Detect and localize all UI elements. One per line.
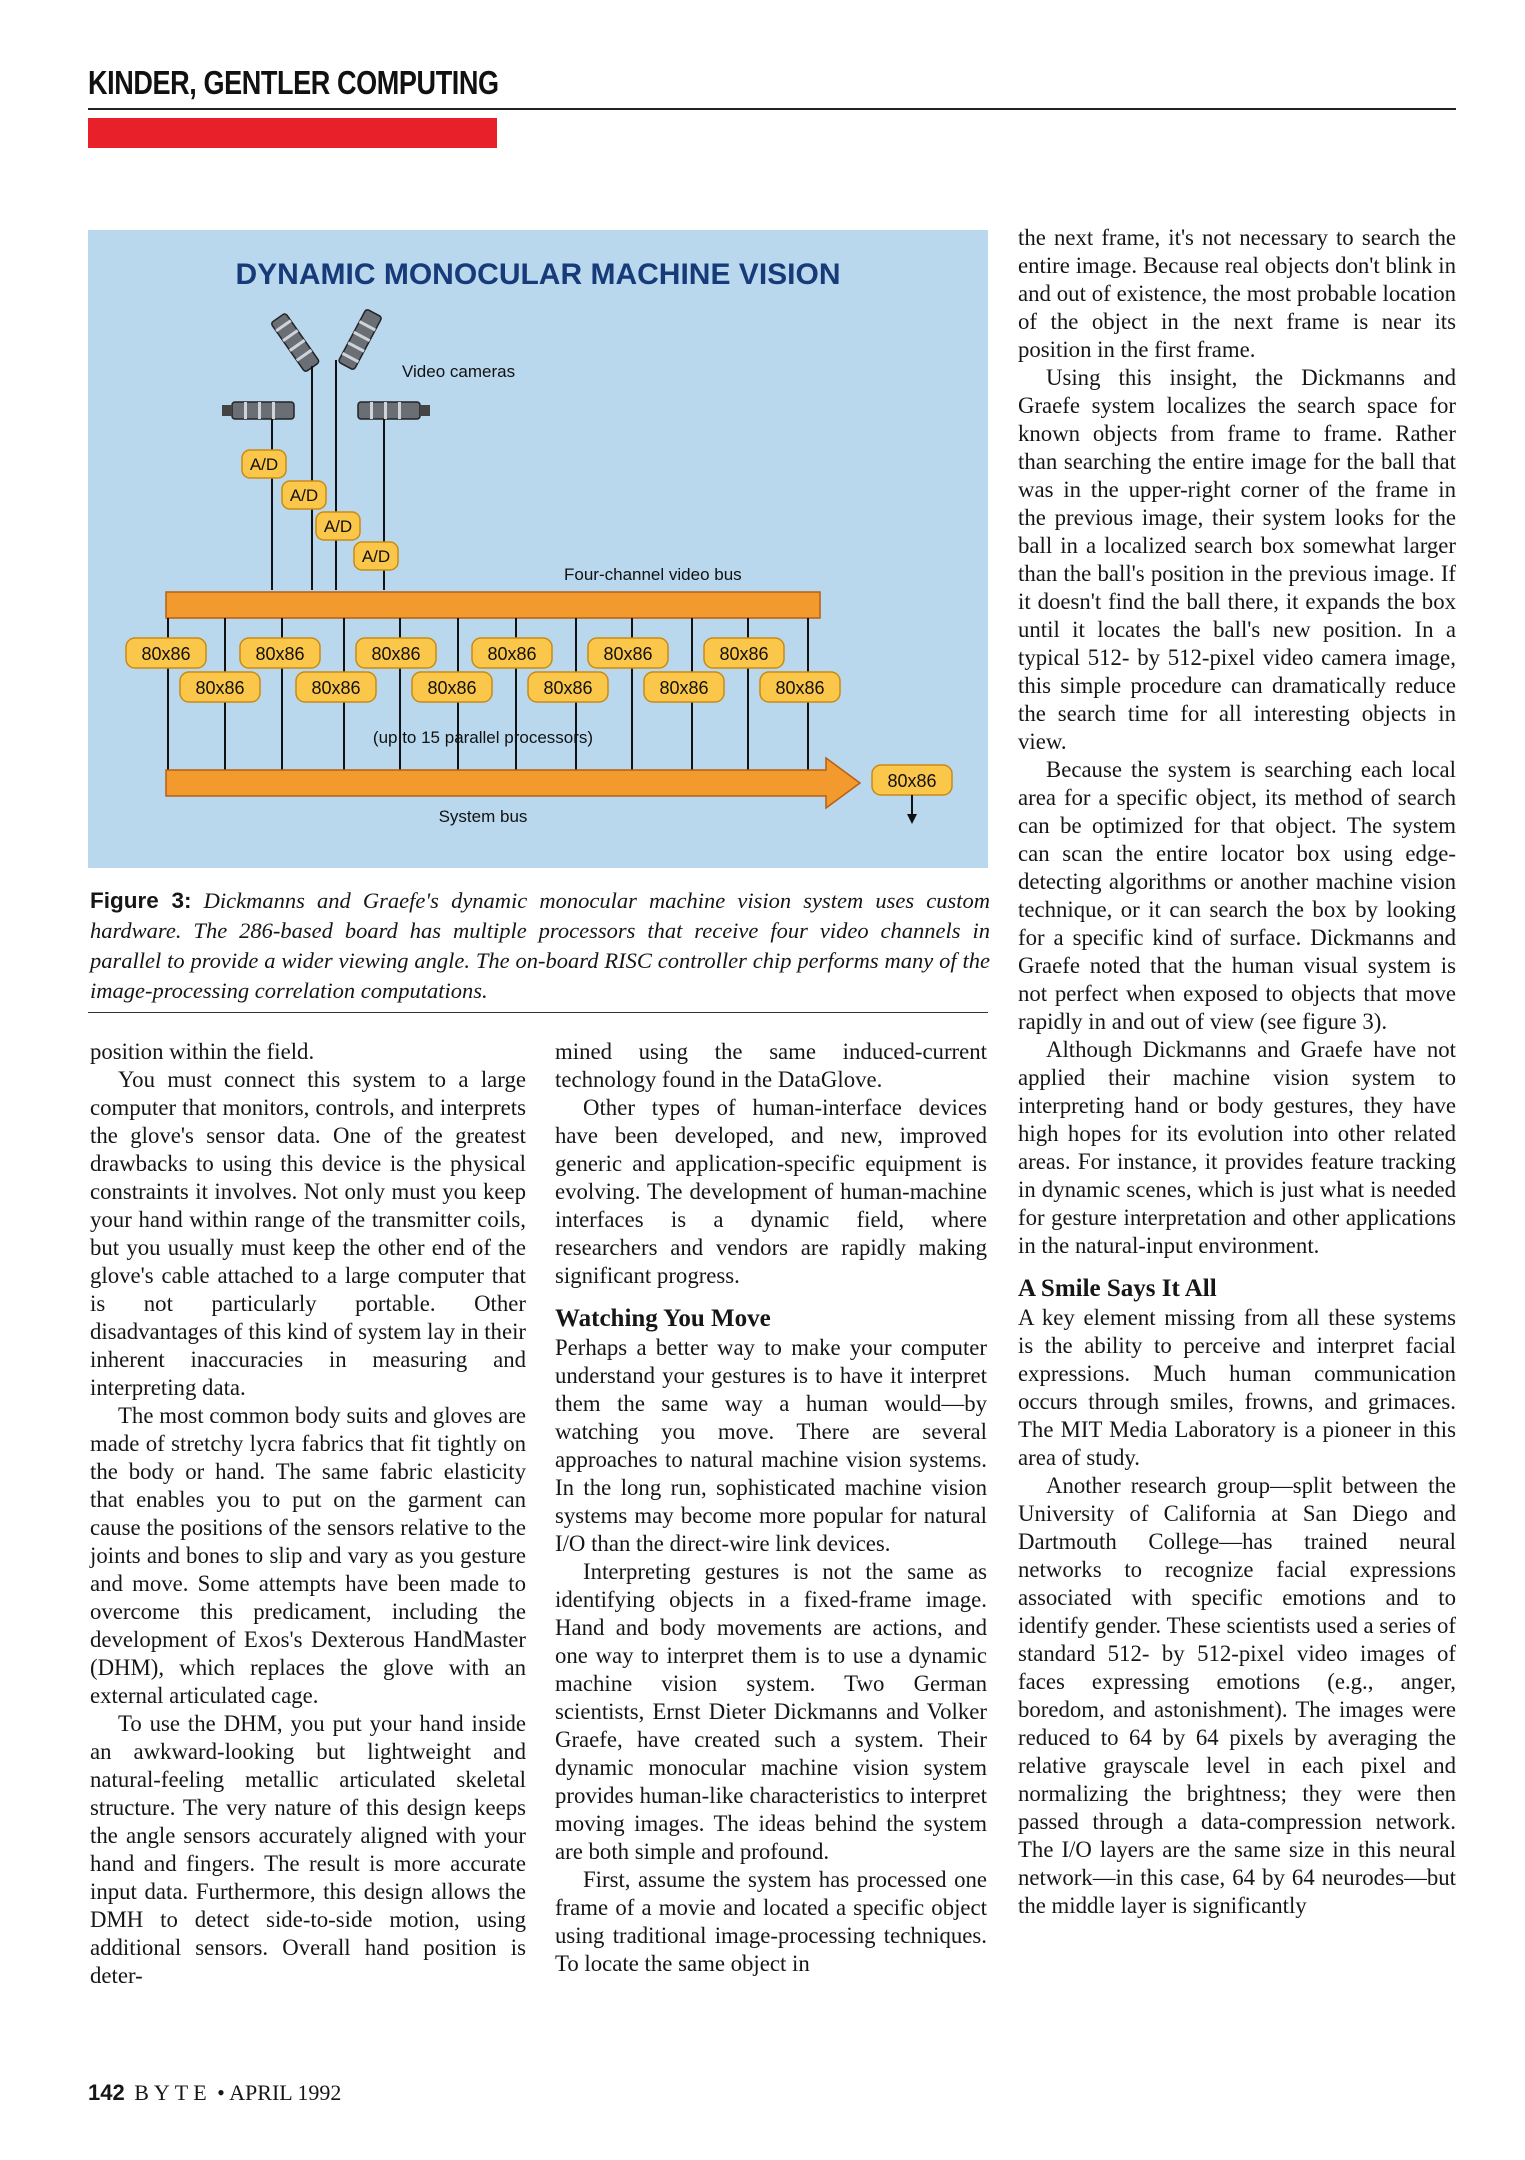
title-rule: [88, 108, 1456, 110]
camera-right-icon: [338, 309, 382, 370]
processor-chip: [240, 638, 320, 668]
paragraph: Another research group—split between the University of California at San Diego and Dartmouth College—has trained neural networks to recognize facial expressions associated with specific emotions and to identify gender. These scientists used a series of standard 512- by 512-pixel video images of faces expressing emotions (e.g., anger, boredom, and astonishment). The images were reduced to 64 by 64 pixels by averaging the relative grayscale level in each pixel and normalizing the brightness; they were then passed through a data-compression network. The I/O layers are the same size in this neural network—in this case, 64 by 64 neurodes—but the middle layer is significantly: [1018, 1473, 1456, 1918]
output-arrow-icon: [907, 795, 917, 824]
article-column-1: [90, 1038, 526, 1990]
video-cameras-label: Video cameras: [402, 362, 516, 381]
accent-bar: [88, 118, 497, 148]
paragraph: To use the DHM, you put your hand inside an awkward-looking but lightweight and natural-feeling metallic articulated skeletal structure. The very nature of this design keeps the angle sensors accurately aligned with your hand and fingers. The result is more accurate input data. Furthermore, this design allows the DMH to detect side-to-side motion, using additional sensors. Overall hand position is deter-: [90, 1711, 526, 1988]
processor-chip: [412, 672, 492, 702]
figure-caption-label: Figure 3:: [90, 888, 192, 913]
caption-rule: [88, 1012, 988, 1013]
page-footer: [88, 2080, 341, 2106]
article-column-3: [1018, 224, 1456, 1920]
svg-text:80x86: 80x86: [195, 678, 245, 698]
processor-chip: [472, 638, 552, 668]
svg-text:80x86: 80x86: [775, 678, 825, 698]
paragraph: Because the system is searching each local area for a specific object, its method of search can be optimized for that object. The system can scan the entire locator box using edge-detecting algorithms or another machine vision technique, or it can search the box by looking for a specific kind of surface. Dickmanns and Graefe noted that the human visual system is not perfect when exposed to objects that move rapidly in and out of view (see figure 3).: [1018, 757, 1456, 1034]
section-heading: A Smile Says It All: [1018, 1275, 1217, 1302]
camera-far-left-icon: [222, 402, 294, 419]
processor-chip: [704, 638, 784, 668]
svg-text:80x86: 80x86: [371, 644, 421, 664]
figure-caption: [90, 886, 990, 1006]
paragraph: the next frame, it's not necessary to search the entire image. Because real objects don't blink in and out of existence, the most probable location of the object in the next frame is near its position in the first frame.: [1018, 225, 1456, 362]
figure-title: DYNAMIC MONOCULAR MACHINE VISION: [235, 258, 841, 291]
processor-chip: [588, 638, 668, 668]
paragraph: You must connect this system to a large computer that monitors, controls, and interprets the glove's sensor data. One of the greatest drawbacks to using this device is the physical constraints it involves. Not only must you keep your hand within range of the transmitter coils, but you usually must keep the other end of the glove's cable attached to a large computer that is not particularly portable. Other disadvantages of this kind of system lay in their inherent inaccuracies in measuring and interpreting data.: [90, 1067, 526, 1400]
section-heading: Watching You Move: [555, 1305, 771, 1332]
processor-chip: [644, 672, 724, 702]
paragraph: Other types of human-interface devices have been developed, and new, improved generic and application-specific equipment is evolving. The development of human-machine interfaces is a dynamic field, where researchers and vendors are rapidly making significant progress.: [555, 1095, 987, 1288]
article-column-2: [555, 1038, 987, 1978]
page-number: 142: [88, 2080, 125, 2105]
svg-text:80x86: 80x86: [659, 678, 709, 698]
svg-text:80x86: 80x86: [487, 644, 537, 664]
magazine-name: BYTE: [134, 2080, 212, 2105]
section-title: KINDER, GENTLER COMPUTING: [88, 64, 499, 101]
camera-left-icon: [271, 313, 320, 372]
ad-converter: [354, 542, 398, 570]
processor-chip: [356, 638, 436, 668]
svg-text:A/D: A/D: [323, 517, 353, 536]
svg-text:A/D: A/D: [249, 455, 279, 474]
processor-chip: [296, 672, 376, 702]
svg-text:80x86: 80x86: [887, 771, 937, 791]
video-bus: [166, 592, 820, 618]
svg-text:80x86: 80x86: [603, 644, 653, 664]
processor-chip: [180, 672, 260, 702]
ad-converter: [282, 481, 326, 509]
video-bus-label: Four-channel video bus: [564, 565, 742, 584]
processor-chip: [528, 672, 608, 702]
camera-far-right-icon: [358, 402, 430, 419]
paragraph: First, assume the system has processed one frame of a movie and located a specific object using traditional image-processing techniques. To locate the same object in: [555, 1867, 987, 1976]
ad-converter: [316, 512, 360, 540]
paragraph: mined using the same induced-current technology found in the DataGlove.: [555, 1039, 987, 1092]
system-bus-arrow: [166, 758, 860, 808]
figure-diagram: [88, 230, 988, 868]
svg-text:80x86: 80x86: [141, 644, 191, 664]
issue-date: APRIL 1992: [229, 2080, 342, 2105]
svg-text:80x86: 80x86: [427, 678, 477, 698]
paragraph: position within the field.: [90, 1039, 315, 1064]
svg-text:A/D: A/D: [361, 547, 391, 566]
ad-converter: [242, 450, 286, 478]
system-bus-label: System bus: [438, 807, 528, 826]
paragraph: Interpreting gestures is not the same as identifying objects in a fixed-frame image. Hand and body movements are actions, and one way to interpret them is to use a dynamic machine vision system. Two German scientists, Ernst Dieter Dickmanns and Volker Graefe, have created such a system. Their dynamic monocular machine vision system provides human-like characteristics to interpret moving images. The ideas behind the system are both simple and profound.: [555, 1559, 987, 1864]
svg-text:A/D: A/D: [289, 486, 319, 505]
processor-chip: [760, 672, 840, 702]
footer-separator: •: [217, 2080, 225, 2105]
svg-text:80x86: 80x86: [543, 678, 593, 698]
paragraph: Using this insight, the Dickmanns and Graefe system localizes the search space for known objects from frame to frame. Rather than searching the entire image for the ball that was in the upper-right corner of the frame in the previous image, their system looks for the ball in a localized search box somewhat larger than the ball's position in the previous image. If it doesn't find the ball there, it expands the box until it locates the ball's new position. In a typical 512- by 512-pixel video camera image, this simple procedure can dramatically reduce the search time for all interesting objects in view.: [1018, 365, 1456, 754]
figure-caption-text: Dickmanns and Graefe's dynamic monocular machine vision system uses custom hardware. The 286-based board has multiple processors that receive four video channels in parallel to provide a wider viewing angle. The on-board RISC controller chip performs many of the image-processing correlation computations.: [90, 888, 991, 1003]
svg-text:80x86: 80x86: [255, 644, 305, 664]
parallel-processors-label: (up to 15 parallel processors): [372, 728, 594, 747]
paragraph: The most common body suits and gloves are made of stretchy lycra fabrics that fit tightly on the body or hand. The same fabric elasticity that enables you to put on the garment can cause the positions of the sensors relative to the joints and bones to slip and vary as you gesture and move. Some attempts have been made to overcome this predicament, including the development of Exos's Dexterous HandMaster (DHM), which replaces the glove with an external articulated cage.: [90, 1403, 526, 1708]
paragraph: Perhaps a better way to make your computer understand your gestures is to have it interpret them the same way a human would—by watching you move. There are several approaches to natural machine vision systems. In the long run, sophisticated machine vision systems may become more popular for natural I/O than the direct-wire link devices.: [555, 1335, 987, 1556]
paragraph: Although Dickmanns and Graefe have not applied their machine vision system to interpreting hand or body gestures, they have high hopes for its evolution into other related areas. For instance, it provides feature tracking in dynamic scenes, which is just what is needed for gesture interpretation and other applications in the natural-input environment.: [1018, 1037, 1456, 1258]
paragraph: A key element missing from all these systems is the ability to perceive and interpret facial expressions. Much human communication occurs through smiles, frowns, and grimaces. The MIT Media Laboratory is a pioneer in this area of study.: [1018, 1305, 1456, 1470]
svg-text:80x86: 80x86: [311, 678, 361, 698]
svg-text:80x86: 80x86: [719, 644, 769, 664]
processor-chip: [126, 638, 206, 668]
risc-controller-chip: [872, 765, 952, 795]
